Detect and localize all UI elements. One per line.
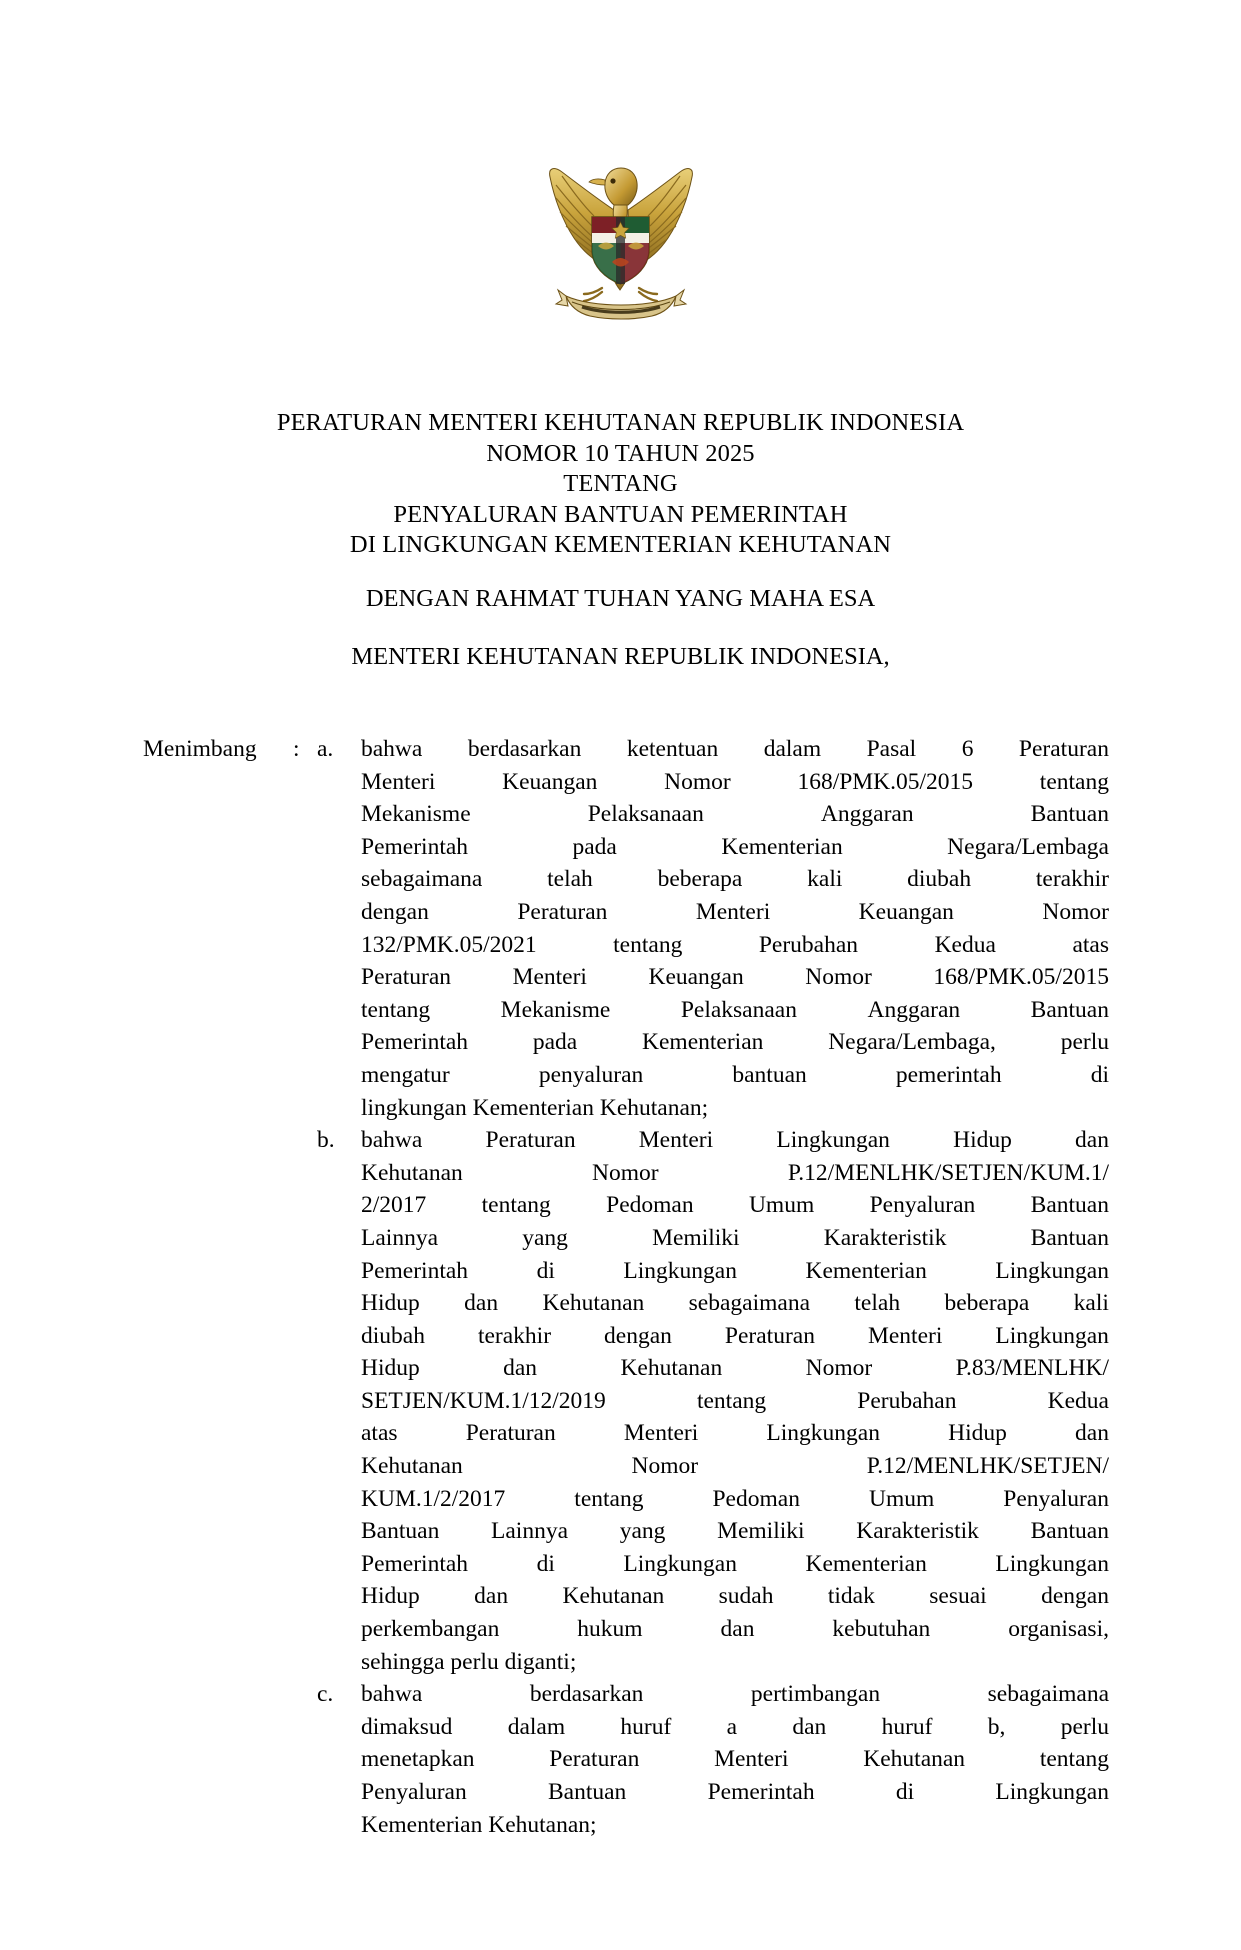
- paragraph-line: atas Peraturan Menteri Lingkungan Hidup dan: [361, 1420, 1109, 1447]
- paragraph-line: Hidup dan Kehutanan sebagaimana telah beberapa kali: [361, 1290, 1109, 1317]
- considering-item-a: [317, 733, 1109, 1124]
- paragraph-line: perkembangan hukum dan kebutuhan organisasi,: [361, 1616, 1109, 1643]
- paragraph-line: dengan Peraturan Menteri Keuangan Nomor: [361, 898, 1109, 925]
- paragraph-line: tentang Mekanisme Pelaksanaan Anggaran Bantuan: [361, 996, 1109, 1023]
- considering-section: [0, 733, 1241, 1841]
- bhinneka-banner: [556, 290, 686, 319]
- paragraph-line: Pemerintah pada Kementerian Negara/Lembaga, perlu: [361, 1029, 1109, 1056]
- paragraph-line: Kementerian Kehutanan;: [361, 1811, 597, 1838]
- item-letter-b: b.: [317, 1127, 335, 1154]
- paragraph-line: SETJEN/KUM.1/12/2019 tentang Perubahan Kedua: [361, 1387, 1109, 1414]
- paragraph-line: 132/PMK.05/2021 tentang Perubahan Kedua atas: [361, 931, 1109, 958]
- paragraph-line: mengatur penyaluran bantuan pemerintah di: [361, 1061, 1109, 1088]
- paragraph-line: Pemerintah pada Kementerian Negara/Lembaga: [361, 833, 1109, 860]
- item-letter-a: a.: [317, 736, 334, 762]
- paragraph-line: Kehutanan Nomor P.12/MENLHK/SETJEN/KUM.1/: [361, 1159, 1109, 1186]
- blessing-line: DENGAN RAHMAT TUHAN YANG MAHA ESA: [365, 585, 876, 612]
- paragraph-line: Kehutanan Nomor P.12/MENLHK/SETJEN/: [361, 1453, 1109, 1480]
- item-text-a: [361, 733, 1109, 1124]
- considering-label: Menimbang: [143, 736, 257, 762]
- paragraph-line: Hidup dan Kehutanan Nomor P.83/MENLHK/: [361, 1355, 1109, 1382]
- paragraph-line: dimaksud dalam huruf a dan huruf b, perlu: [361, 1713, 1109, 1740]
- paragraph-line: KUM.1/2/2017 tentang Pedoman Umum Penyaluran: [361, 1485, 1109, 1512]
- document-title-block: [0, 408, 1241, 561]
- paragraph-line: sebagaimana telah beberapa kali diubah terakhir: [361, 866, 1109, 893]
- emblem-container: [0, 150, 1241, 322]
- paragraph-line: bahwa berdasarkan pertimbangan sebagaimana: [361, 1681, 1109, 1708]
- paragraph-line: menetapkan Peraturan Menteri Kehutanan tentang: [361, 1746, 1109, 1773]
- preamble-block: [0, 584, 1241, 672]
- paragraph-line: Lainnya yang Memiliki Karakteristik Bantuan: [361, 1224, 1109, 1251]
- paragraph-line: Pemerintah di Lingkungan Kementerian Lingkungan: [361, 1550, 1109, 1577]
- paragraph-line: Menteri Keuangan Nomor 168/PMK.05/2015 tentang: [361, 768, 1109, 795]
- paragraph-line: Penyaluran Bantuan Pemerintah di Lingkungan: [361, 1779, 1109, 1805]
- pancasila-shield: [592, 217, 649, 284]
- paragraph-line: diubah terakhir dengan Peraturan Menteri Lingkungan: [361, 1322, 1109, 1349]
- paragraph-line: sehingga perlu diganti;: [361, 1648, 577, 1675]
- considering-colon: :: [293, 736, 300, 762]
- item-text-b: [361, 1124, 1109, 1678]
- paragraph-line: 2/2017 tentang Pedoman Umum Penyaluran Bantuan: [361, 1192, 1109, 1219]
- considering-items: [317, 733, 1241, 1841]
- paragraph-line: Peraturan Menteri Keuangan Nomor 168/PMK.05/2015: [361, 964, 1109, 991]
- title-line-subject-1: PENYALURAN BANTUAN PEMERINTAH: [393, 500, 848, 528]
- authority-line: MENTERI KEHUTANAN REPUBLIK INDONESIA,: [351, 642, 890, 670]
- paragraph-line: bahwa Peraturan Menteri Lingkungan Hidup dan: [361, 1127, 1109, 1154]
- paragraph-line: Hidup dan Kehutanan sudah tidak sesuai dengan: [361, 1583, 1109, 1610]
- item-letter-c: c.: [317, 1681, 334, 1708]
- title-line-tentang: TENTANG: [563, 470, 678, 497]
- paragraph-line: lingkungan Kementerian Kehutanan;: [361, 1094, 709, 1121]
- considering-item-c: [317, 1678, 1109, 1841]
- title-line-regulation: PERATURAN MENTERI KEHUTANAN REPUBLIK INDONESIA: [276, 409, 965, 436]
- paragraph-line: Bantuan Lainnya yang Memiliki Karakteristik Bantuan: [361, 1518, 1109, 1545]
- paragraph-line: Mekanisme Pelaksanaan Anggaran Bantuan: [361, 801, 1109, 828]
- garuda-pancasila-emblem: [532, 150, 710, 322]
- considering-row: [0, 733, 1241, 1841]
- title-line-number: NOMOR 10 TAHUN 2025: [486, 439, 755, 467]
- item-text-c: [361, 1678, 1109, 1841]
- title-line-subject-2: DI LINGKUNGAN KEMENTERIAN KEHUTANAN: [349, 531, 892, 558]
- paragraph-line: bahwa berdasarkan ketentuan dalam Pasal 6 Peraturan: [361, 736, 1109, 762]
- paragraph-line: Pemerintah di Lingkungan Kementerian Lingkungan: [361, 1257, 1109, 1284]
- considering-item-b: [317, 1124, 1109, 1678]
